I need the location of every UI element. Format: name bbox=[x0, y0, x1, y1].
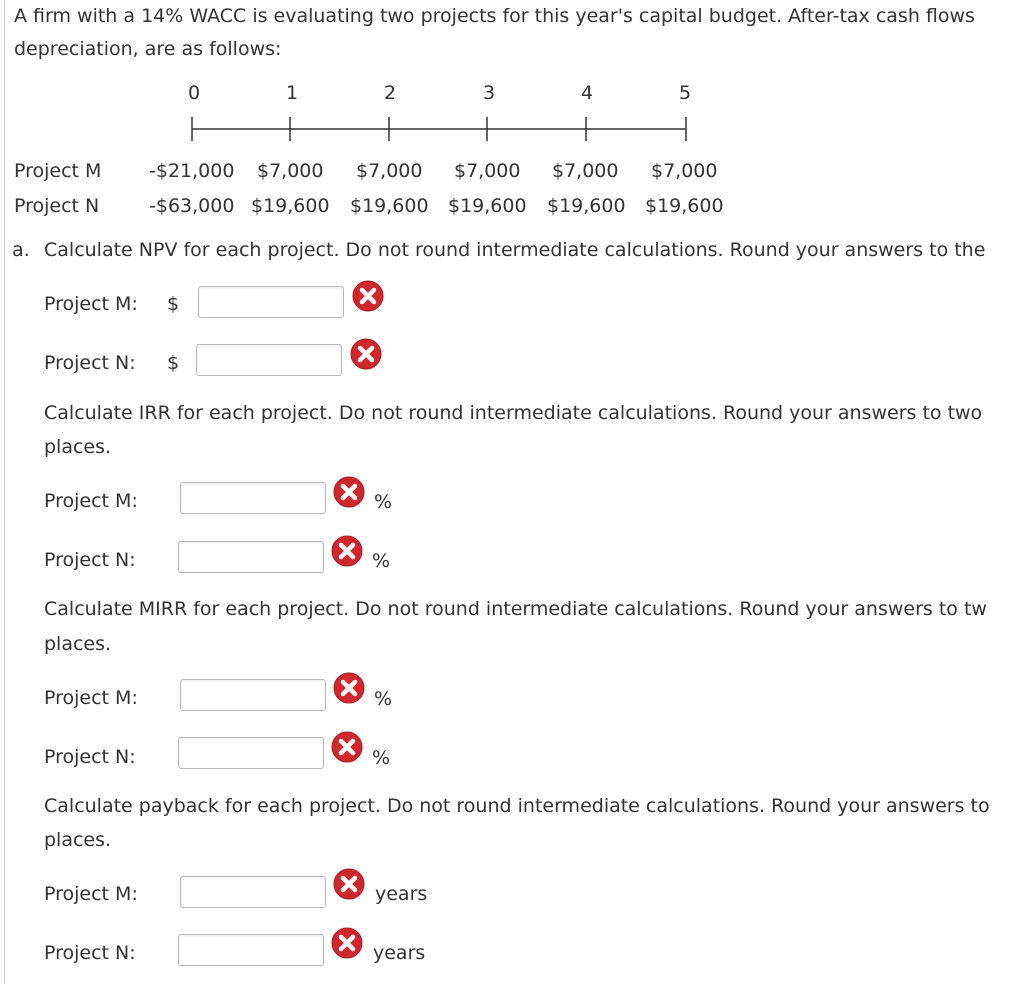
project-m-cf-5: $7,000 bbox=[651, 160, 718, 182]
irr-instruction-line-2: places. bbox=[44, 436, 112, 458]
mirr-project-n-incorrect-icon bbox=[331, 731, 363, 763]
timeline-period-5: 5 bbox=[678, 82, 692, 104]
mirr-project-m-input[interactable] bbox=[180, 679, 326, 711]
project-n-cf-1: $19,600 bbox=[251, 195, 330, 217]
npv-project-m-label: Project M: bbox=[44, 293, 138, 315]
timeline-period-4: 4 bbox=[580, 82, 594, 104]
project-m-cf-4: $7,000 bbox=[552, 160, 619, 182]
irr-project-n-unit: % bbox=[372, 550, 391, 572]
timeline-period-1: 1 bbox=[285, 82, 299, 104]
mirr-project-n-unit: % bbox=[372, 747, 391, 769]
payback-project-n-unit: years bbox=[373, 942, 426, 964]
intro-line-2: depreciation, are as follows: bbox=[14, 38, 282, 60]
irr-instruction-line-1: Calculate IRR for each project. Do not round intermediate calculations. Round your answers to two bbox=[44, 402, 983, 424]
mirr-instruction-line-2: places. bbox=[44, 633, 112, 655]
project-n-cf-0: -$63,000 bbox=[149, 195, 235, 217]
irr-project-m-input[interactable] bbox=[180, 482, 326, 514]
irr-project-m-incorrect-icon bbox=[333, 476, 365, 508]
timeline-axis bbox=[0, 0, 1024, 160]
payback-project-m-label: Project M: bbox=[44, 883, 138, 905]
timeline-period-2: 2 bbox=[383, 82, 397, 104]
payback-instruction-line-2: places. bbox=[44, 829, 112, 851]
project-m-cf-2: $7,000 bbox=[356, 160, 423, 182]
part-a-marker: a. bbox=[12, 239, 30, 261]
project-n-cf-4: $19,600 bbox=[547, 195, 626, 217]
project-m-cf-3: $7,000 bbox=[454, 160, 521, 182]
project-m-cf-1: $7,000 bbox=[257, 160, 324, 182]
mirr-instruction-line-1: Calculate MIRR for each project. Do not round intermediate calculations. Round your answers to tw bbox=[44, 598, 987, 620]
payback-project-n-input[interactable] bbox=[178, 934, 324, 966]
timeline-period-0: 0 bbox=[187, 82, 201, 104]
project-n-row-label: Project N bbox=[14, 195, 100, 217]
mirr-project-n-input[interactable] bbox=[178, 737, 324, 769]
npv-project-n-input[interactable] bbox=[196, 344, 342, 376]
npv-project-n-currency: $ bbox=[167, 352, 180, 374]
payback-project-m-unit: years bbox=[375, 883, 428, 905]
npv-project-m-input[interactable] bbox=[198, 286, 344, 318]
intro-line-1: A firm with a 14% WACC is evaluating two projects for this year's capital budget. After-tax cash flows bbox=[14, 5, 975, 27]
project-n-cf-5: $19,600 bbox=[645, 195, 724, 217]
irr-project-n-label: Project N: bbox=[44, 549, 136, 571]
payback-project-n-label: Project N: bbox=[44, 942, 136, 964]
payback-instruction-line-1: Calculate payback for each project. Do not round intermediate calculations. Round your answers to bbox=[44, 795, 990, 817]
irr-project-n-incorrect-icon bbox=[331, 535, 363, 567]
irr-project-m-label: Project M: bbox=[44, 490, 138, 512]
npv-project-m-currency: $ bbox=[167, 293, 180, 315]
mirr-project-m-incorrect-icon bbox=[333, 672, 365, 704]
npv-project-m-incorrect-icon bbox=[352, 280, 384, 312]
project-m-row-label: Project M bbox=[14, 160, 102, 182]
npv-project-n-label: Project N: bbox=[44, 352, 136, 374]
project-m-cf-0: -$21,000 bbox=[149, 160, 235, 182]
mirr-project-n-label: Project N: bbox=[44, 746, 136, 768]
npv-project-n-incorrect-icon bbox=[350, 338, 382, 370]
project-n-cf-3: $19,600 bbox=[448, 195, 527, 217]
mirr-project-m-label: Project M: bbox=[44, 687, 138, 709]
irr-project-n-input[interactable] bbox=[178, 541, 324, 573]
project-n-cf-2: $19,600 bbox=[350, 195, 429, 217]
mirr-project-m-unit: % bbox=[374, 688, 393, 710]
payback-project-n-incorrect-icon bbox=[331, 927, 363, 959]
payback-project-m-incorrect-icon bbox=[333, 868, 365, 900]
irr-project-m-unit: % bbox=[374, 491, 393, 513]
npv-instruction: Calculate NPV for each project. Do not round intermediate calculations. Round your answers to the bbox=[44, 239, 986, 261]
payback-project-m-input[interactable] bbox=[180, 876, 326, 908]
timeline-period-3: 3 bbox=[482, 82, 496, 104]
